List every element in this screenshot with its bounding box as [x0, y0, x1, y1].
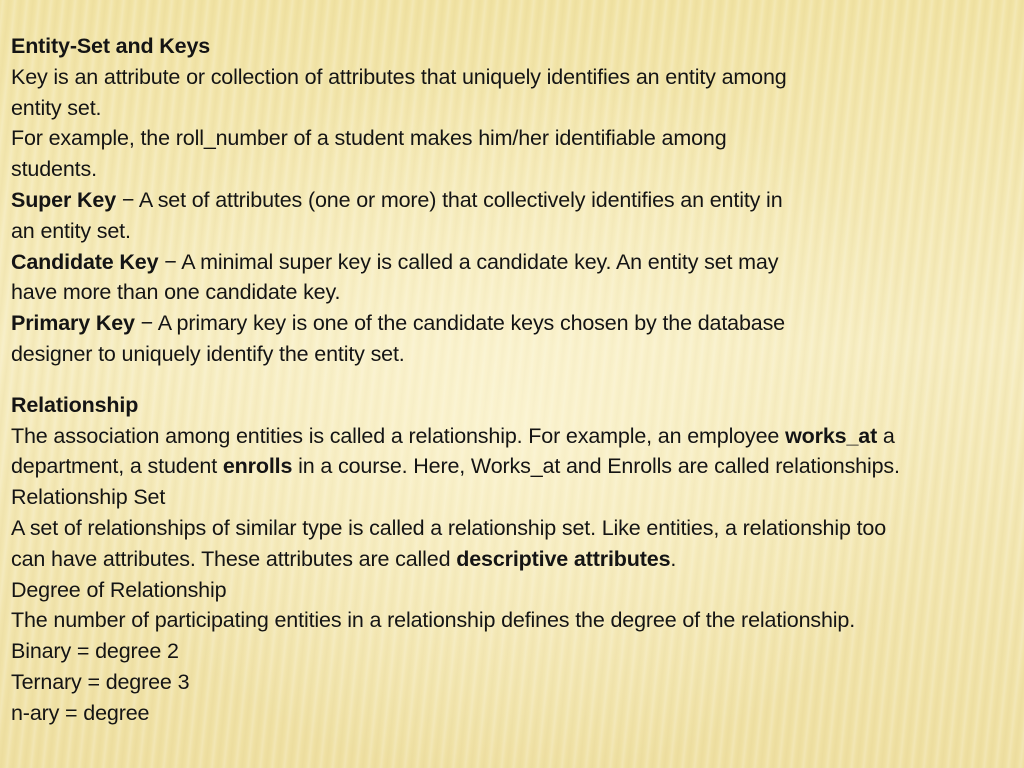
relationship-line-1-text: The association among entities is called a relationship. For example, an employee	[11, 423, 786, 448]
candidate-key-text: − A minimal super key is called a candidate key. An entity set may	[158, 249, 779, 274]
relationship-set-line-2-text: can have attributes. These attributes are called	[11, 546, 457, 571]
super-key-line	[11, 185, 1011, 216]
section-heading-relationship: Relationship	[11, 392, 139, 417]
relationship-line-2-end: in a course. Here, Works_at and Enrolls are called relationships.	[292, 454, 900, 479]
key-definition-line-2: entity set.	[11, 95, 102, 120]
degree-nary: n-ary = degree	[11, 700, 150, 725]
candidate-key-term: Candidate Key	[11, 249, 159, 274]
degree-ternary: Ternary = degree 3	[11, 669, 190, 694]
super-key-continuation: an entity set.	[11, 218, 131, 243]
primary-key-line	[11, 308, 1011, 339]
relationship-set-line-1: A set of relationships of similar type is called a relationship set. Like entities, a relationship too	[11, 515, 887, 540]
primary-key-text: − A primary key is one of the candidate keys chosen by the database	[134, 311, 785, 336]
relationship-set-line-2	[11, 544, 1011, 575]
degree-binary: Binary = degree 2	[11, 639, 179, 664]
key-example-line-2: students.	[11, 157, 97, 182]
degree-definition: The number of participating entities in a relationship defines the degree of the relationship.	[11, 608, 856, 633]
works-at-term: works_at	[785, 423, 878, 448]
relationship-set-line-2-end: .	[670, 546, 677, 571]
relationship-line-2-text: department, a student	[11, 454, 223, 479]
relationship-line-1	[11, 421, 1011, 452]
relationship-line-2	[11, 451, 1011, 482]
super-key-term: Super Key	[11, 187, 116, 212]
relationship-line-1-end: a	[877, 423, 895, 448]
section-heading-entity-set: Entity-Set and Keys	[11, 34, 211, 58]
descriptive-attributes-term: descriptive attributes	[456, 546, 671, 571]
key-definition-line-1: Key is an attribute or collection of attributes that uniquely identifies an entity among	[11, 64, 787, 89]
primary-key-term: Primary Key	[11, 311, 135, 336]
enrolls-term: enrolls	[222, 454, 293, 479]
super-key-text: − A set of attributes (one or more) that collectively identifies an entity in	[116, 187, 783, 212]
primary-key-continuation: designer to uniquely identify the entity set.	[11, 341, 405, 366]
section-spacer	[11, 370, 1011, 390]
relationship-set-title: Relationship Set	[11, 485, 166, 510]
candidate-key-continuation: have more than one candidate key.	[11, 280, 341, 305]
degree-title: Degree of Relationship	[11, 577, 227, 602]
key-example-line-1: For example, the roll_number of a student makes him/her identifiable among	[11, 126, 727, 151]
slide-content	[11, 31, 1011, 729]
candidate-key-line	[11, 247, 1011, 278]
